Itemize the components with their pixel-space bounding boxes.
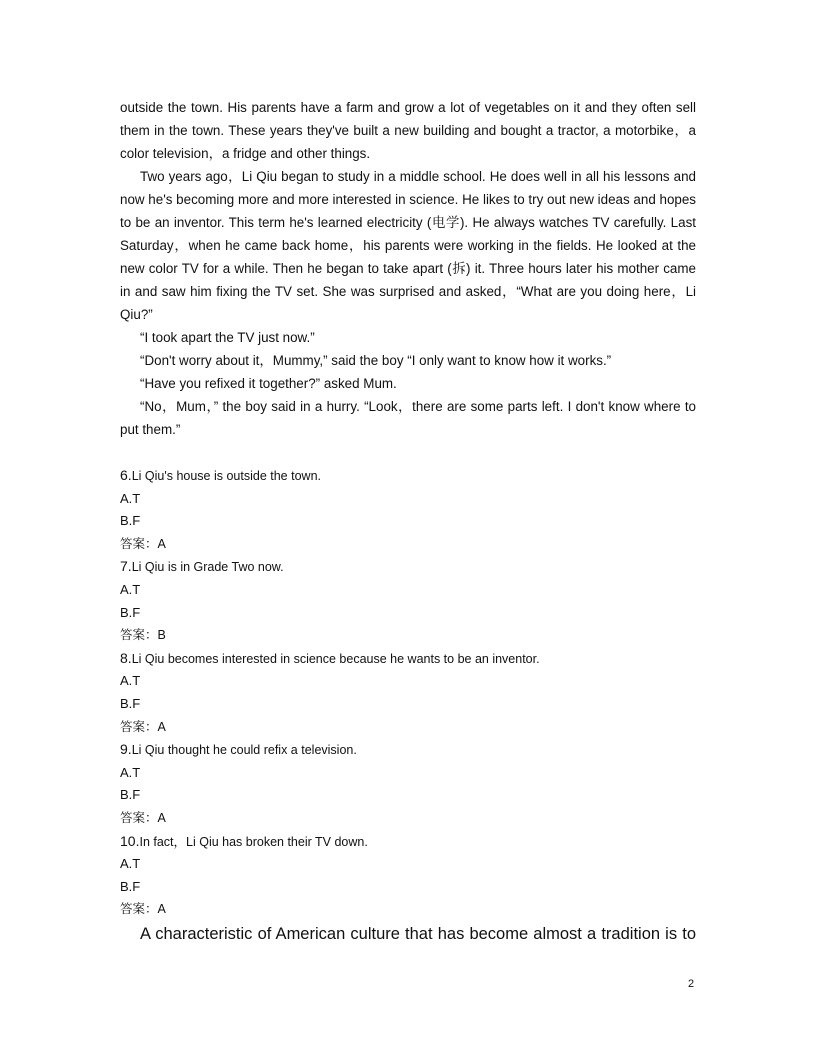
- passage-paragraph: Two years ago，Li Qiu began to study in a middle school. He does well in all his lessons and now he's becoming more and more interested in science. He likes to try out new ideas and hopes to be an inventor. This term he's learned electricity (电学). He always watches TV carefully. Last Saturday，when he came back home，his parents were working in the fields. He looked at the new color TV for a while. Then he began to take apart (拆) it. Three hours later his mother came in and saw him fixing the TV set. She was surprised and asked，“What are you doing here，Li Qiu?”: [120, 169, 696, 322]
- question-item: [120, 555, 696, 646]
- question-stem: In fact，Li Qiu has broken their TV down.: [139, 834, 368, 849]
- answer-line: 答案：A: [120, 810, 166, 825]
- question-stem: Li Qiu is in Grade Two now.: [131, 560, 284, 575]
- answer-line: 答案：A: [120, 536, 166, 551]
- question-text: [120, 464, 696, 488]
- spacer: [120, 441, 696, 464]
- option-b: B.F: [120, 878, 141, 894]
- question-text: [120, 738, 696, 762]
- reading-passage: [120, 96, 696, 441]
- question-stem: Li Qiu becomes interested in science because he wants to be an inventor.: [131, 651, 540, 666]
- question-number: 10.: [120, 832, 140, 849]
- option-a: A.T: [120, 490, 141, 506]
- answer-line: 答案：A: [120, 902, 166, 917]
- next-passage-start: A characteristic of American culture that has become almost a tradition is to: [140, 924, 696, 943]
- option-a: A.T: [120, 764, 141, 780]
- passage-paragraph: “Don't worry about it，Mummy,” said the boy “I only want to know how it works.”: [140, 353, 612, 368]
- question-text: [120, 830, 696, 854]
- question-text: [120, 555, 696, 579]
- question-list: [120, 464, 696, 921]
- option-b: B.F: [120, 604, 141, 620]
- passage-paragraph: “No，Mum，” the boy said in a hurry. “Look，there are some parts left. I don't know where to put them.”: [120, 399, 696, 437]
- option-b: B.F: [120, 787, 141, 803]
- document-page: [120, 96, 696, 946]
- option-a: A.T: [120, 581, 141, 597]
- answer-line: 答案：B: [120, 628, 166, 643]
- question-text: [120, 647, 696, 671]
- question-item: [120, 830, 696, 921]
- option-a: A.T: [120, 856, 141, 872]
- question-number: 9.: [120, 741, 132, 758]
- question-item: [120, 738, 696, 829]
- option-b: B.F: [120, 695, 141, 711]
- question-stem: Li Qiu's house is outside the town.: [131, 469, 321, 483]
- passage-paragraph: “Have you refixed it together?” asked Mum.: [140, 376, 397, 391]
- option-b: B.F: [120, 513, 141, 529]
- question-number: 8.: [120, 649, 132, 666]
- question-item: [120, 464, 696, 555]
- question-stem: Li Qiu thought he could refix a television.: [131, 743, 357, 758]
- answer-line: 答案：A: [120, 719, 166, 734]
- question-item: [120, 647, 696, 738]
- question-number: 6.: [120, 467, 132, 483]
- option-a: A.T: [120, 673, 141, 689]
- question-number: 7.: [120, 558, 132, 575]
- passage-paragraph: outside the town. His parents have a farm and grow a lot of vegetables on it and they often sell them in the town. These years they've built a new building and bought a tractor, a motorbike，a color television，a fridge and other things.: [120, 100, 696, 161]
- page-number: 2: [688, 978, 695, 990]
- passage-paragraph: “I took apart the TV just now.”: [140, 330, 315, 345]
